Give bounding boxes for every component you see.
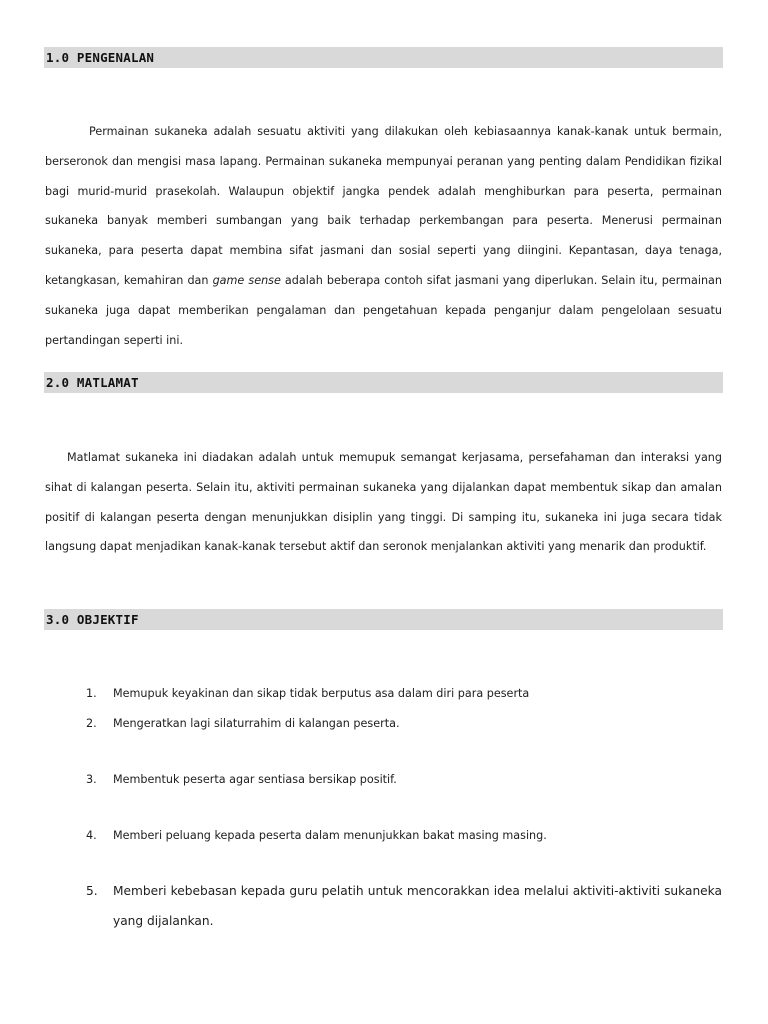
paragraph-text: Matlamat sukaneka ini diadakan adalah untuk memupuk semangat kerjasama, persefahaman dan interaksi yang sihat di kalangan peserta. Selain itu, aktiviti permainan sukaneka yang dijalankan dapat membentuk sikap dan amalan positif di kalangan peserta dengan menunjukkan disiplin yang tinggi. Di samping itu, sukaneka ini juga secara tidak langsung dapat menjadikan kanak-kanak tersebut aktif dan seronok menjalankan aktiviti yang menarik dan produktif. xyxy=(45,451,722,554)
list-item-number: 4. xyxy=(86,829,97,842)
list-item-text: Membentuk peserta agar sentiasa bersikap positif. xyxy=(113,773,397,786)
list-item xyxy=(86,765,722,795)
list-item-text: Memberi kebebasan kepada guru pelatih untuk mencorakkan idea melalui aktiviti-aktiviti sukaneka yang dijalankan. xyxy=(113,884,722,928)
list-item xyxy=(86,709,722,739)
list-item-number: 1. xyxy=(86,687,97,700)
section-heading-text: 2.0 MATLAMAT xyxy=(46,375,139,390)
paragraph-pengenalan xyxy=(45,117,722,355)
list-item-number: 2. xyxy=(86,717,97,730)
section-heading-text: 1.0 PENGENALAN xyxy=(46,50,155,65)
section-heading-matlamat xyxy=(44,372,723,393)
list-item-text: Memberi peluang kepada peserta dalam menunjukkan bakat masing masing. xyxy=(113,829,547,842)
paragraph-text: adalah beberapa contoh sifat jasmani yang diperlukan. Selain itu, permainan sukaneka juga dapat memberikan pengalaman dan pengetahuan kepada penganjur dalam pengelolaan sesuatu pertandingan seperti ini. xyxy=(45,273,722,347)
list-item xyxy=(86,679,722,709)
list-item-text: Memupuk keyakinan dan sikap tidak berputus asa dalam diri para peserta xyxy=(113,687,530,700)
list-item xyxy=(86,877,722,937)
paragraph-text: Permainan sukaneka adalah sesuatu aktiviti yang dilakukan oleh kebiasaannya kanak-kanak untuk bermain, berseronok dan mengisi masa lapang. Permainan sukaneka mempunyai peranan yang penting dalam Pendidikan fizikal bagi murid-murid prasekolah. Walaupun objektif jangka pendek adalah menghiburkan para peserta, permainan sukaneka banyak memberi sumbangan yang baik terhadap perkembangan para peserta. Menerusi permainan sukaneka, para peserta dapat membina sifat jasmani dan sosial seperti yang diingini. Kepantasan, daya tenaga, ketangkasan, kemahiran dan xyxy=(45,125,722,287)
list-item xyxy=(86,821,722,851)
section-heading-objektif xyxy=(44,609,723,630)
section-heading-text: 3.0 OBJEKTIF xyxy=(46,612,139,627)
list-item-number: 3. xyxy=(86,773,97,786)
list-item-text: Mengeratkan lagi silaturrahim di kalangan peserta. xyxy=(113,717,400,730)
paragraph-italic-term: game sense xyxy=(212,273,281,287)
section-heading-pengenalan xyxy=(44,47,723,68)
list-item-number: 5. xyxy=(86,884,98,898)
paragraph-matlamat xyxy=(45,443,722,562)
